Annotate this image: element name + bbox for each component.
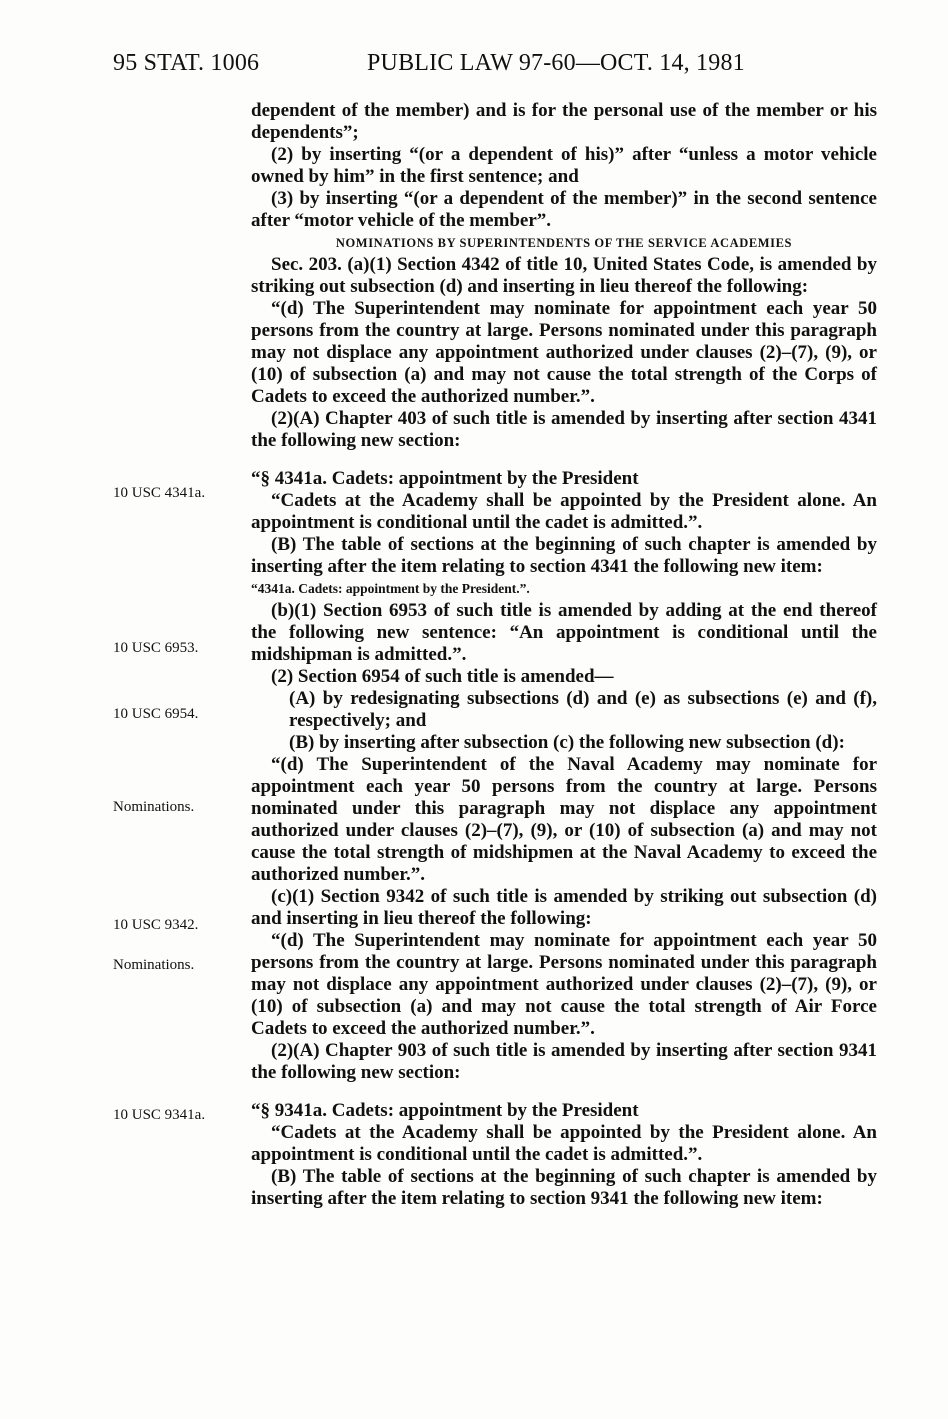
margin-note-nominations: Nominations. bbox=[113, 957, 195, 973]
paragraph: (2)(A) Chapter 903 of such title is amended by inserting after section 9341 the following new section: bbox=[251, 1040, 877, 1083]
paragraph: (c)(1) Section 9342 of such title is amended by striking out subsection (d) and inserting in lieu thereof the following: bbox=[251, 886, 877, 929]
paragraph: (B) by inserting after subsection (c) the following new subsection (d): bbox=[289, 732, 845, 753]
law-and-date: PUBLIC LAW 97-60—OCT. 14, 1981 bbox=[367, 50, 745, 76]
document-body bbox=[251, 100, 877, 1210]
margin-note-nominations: Nominations. bbox=[113, 799, 195, 815]
section-heading-9341a: “§ 9341a. Cadets: appointment by the President bbox=[251, 1100, 639, 1121]
margin-note-10-usc-9341a: 10 USC 9341a. bbox=[113, 1107, 206, 1123]
paragraph: “(d) The Superintendent may nominate for appointment each year 50 persons from the country at large. Persons nominated under this paragraph may not displace any appointment authorized under clauses (2)–(7), (9), or (10) of subsection (a) and may not cause the total strength of Air Force Cadets to exceed the authorized number.”. bbox=[251, 930, 877, 1039]
paragraph: Sec. 203. (a)(1) Section 4342 of title 10, United States Code, is amended by striking out subsection (d) and inserting in lieu thereof the following: bbox=[251, 254, 877, 297]
section-heading-nominations: NOMINATIONS BY SUPERINTENDENTS OF THE SERVICE ACADEMIES bbox=[335, 236, 793, 250]
paragraph: (B) The table of sections at the beginning of such chapter is amended by inserting after the item relating to section 9341 the following new item: bbox=[251, 1166, 877, 1209]
paragraph: (B) The table of sections at the beginning of such chapter is amended by inserting after the item relating to section 4341 the following new item: bbox=[251, 534, 877, 577]
paragraph: “(d) The Superintendent of the Naval Academy may nominate for appointment each year 50 persons from the country at large. Persons nominated under this paragraph may not displace any appointment authorized under clauses (2)–(7), (9), or (10) of subsection (a) and may not cause the total strength of midshipmen at the Naval Academy to exceed the authorized number.”. bbox=[251, 754, 877, 885]
section-heading-4341a: “§ 4341a. Cadets: appointment by the President bbox=[251, 468, 639, 489]
paragraph: (b)(1) Section 6953 of such title is amended by adding at the end thereof the following new sentence: “An appointment is conditional until the midshipman is admitted.”. bbox=[251, 600, 877, 665]
paragraph: (2)(A) Chapter 403 of such title is amended by inserting after section 4341 the following new section: bbox=[251, 408, 877, 451]
margin-note-10-usc-6954: 10 USC 6954. bbox=[113, 706, 199, 722]
paragraph: “Cadets at the Academy shall be appointed by the President alone. An appointment is conditional until the cadet is admitted.”. bbox=[251, 490, 877, 533]
paragraph: “Cadets at the Academy shall be appointed by the President alone. An appointment is conditional until the cadet is admitted.”. bbox=[251, 1122, 877, 1165]
paragraph: (2) by inserting “(or a dependent of his)” after “unless a motor vehicle owned by him” in the first sentence; and bbox=[251, 144, 877, 187]
page-number: 95 STAT. 1006 bbox=[113, 50, 260, 76]
margin-note-10-usc-4341a: 10 USC 4341a. bbox=[113, 485, 206, 501]
paragraph: dependent of the member) and is for the personal use of the member or his dependents”; bbox=[251, 100, 877, 143]
paragraph: (2) Section 6954 of such title is amended— bbox=[271, 666, 614, 687]
paragraph: “(d) The Superintendent may nominate for appointment each year 50 persons from the country at large. Persons nominated under this paragraph may not displace any appointment authorized under clauses (2)–(7), (9), or (10) of subsection (a) and may not cause the total strength of the Corps of Cadets to exceed the authorized number.”. bbox=[251, 298, 877, 407]
margin-note-10-usc-6953: 10 USC 6953. bbox=[113, 640, 199, 656]
table-item-4341a: “4341a. Cadets: appointment by the President.”. bbox=[251, 581, 530, 596]
paragraph: (A) by redesignating subsections (d) and (e) as subsections (e) and (f), respectively; and bbox=[289, 688, 877, 731]
margin-note-10-usc-9342: 10 USC 9342. bbox=[113, 917, 199, 933]
paragraph: (3) by inserting “(or a dependent of the member)” in the second sentence after “motor vehicle of the member”. bbox=[251, 188, 877, 231]
